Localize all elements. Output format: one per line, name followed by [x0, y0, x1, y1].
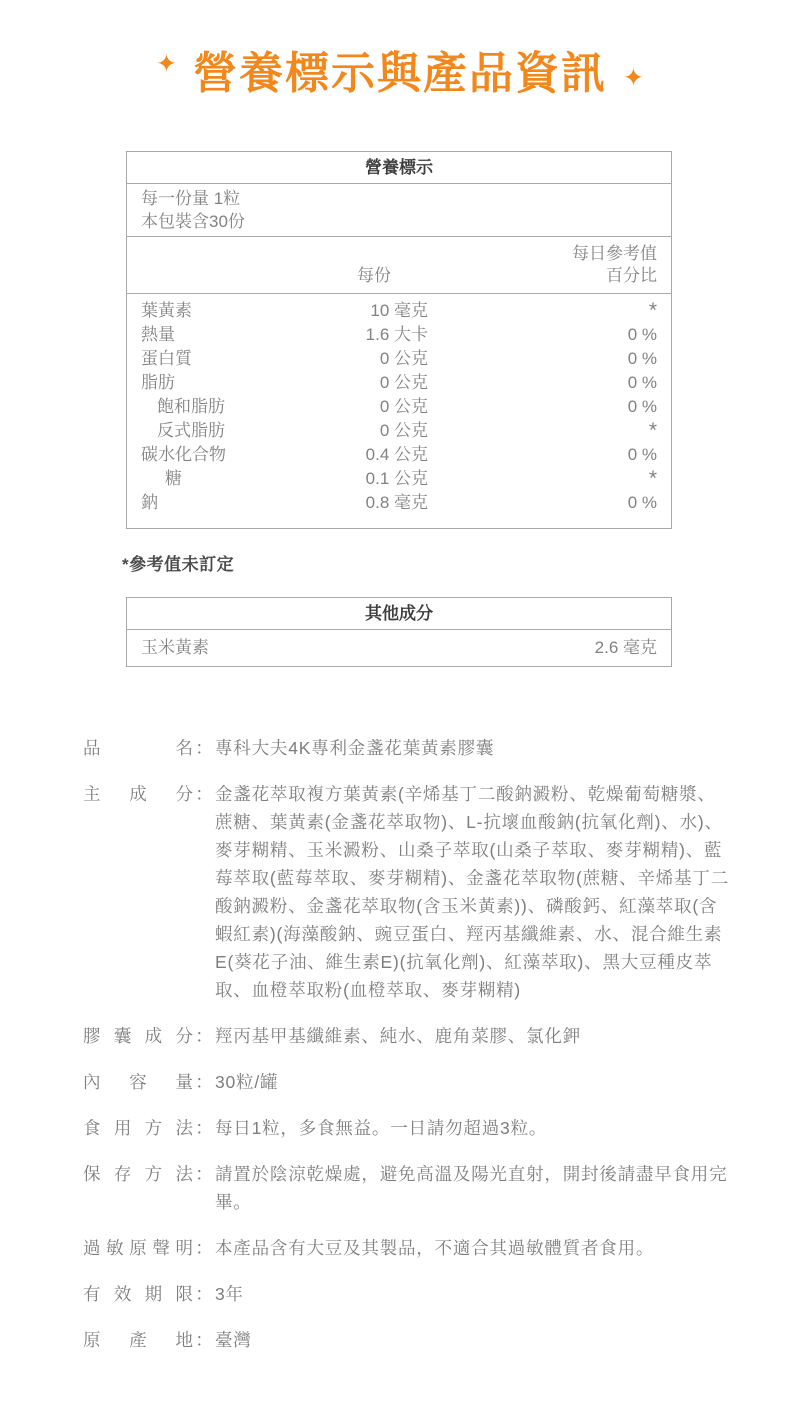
- nutrient-dv: 0 %: [627, 397, 657, 416]
- info-colon: ：: [195, 1330, 213, 1350]
- other-ingredient-row: [127, 630, 671, 666]
- info-colon: ：: [195, 738, 213, 758]
- info-colon: ：: [195, 1072, 213, 1092]
- nutrient-name: 鈉: [141, 493, 158, 512]
- nutrient-amount: 1.6 大卡: [365, 325, 428, 344]
- nutrient-amount: 0 公克: [379, 421, 428, 440]
- info-value: 30粒/罐: [215, 1072, 279, 1092]
- info-row-shelf-life: [83, 1280, 733, 1308]
- info-value: 羥丙基甲基纖維素、純水、鹿角菜膠、氯化鉀: [215, 1026, 581, 1046]
- sparkle-right-icon: ✦: [623, 63, 644, 92]
- info-label: 品名: [83, 738, 193, 758]
- info-label: 原產地: [83, 1330, 193, 1350]
- nutrition-table: [126, 151, 672, 529]
- info-colon: ：: [195, 1284, 213, 1304]
- nutrient-dv: 0 %: [627, 445, 657, 464]
- info-value: 每日1粒，多食無益。一日請勿超過3粒。: [215, 1118, 548, 1138]
- nutrition-row: [127, 347, 671, 371]
- nutrient-dv: 0 %: [627, 373, 657, 392]
- info-label: 內容量: [83, 1072, 193, 1092]
- nutrient-dv: *: [648, 467, 657, 490]
- nutrient-name: 糖: [165, 469, 182, 488]
- info-colon: ：: [195, 784, 213, 804]
- ingredient-name: 玉米黃素: [141, 638, 209, 657]
- info-label: 過敏原聲明: [83, 1238, 193, 1258]
- nutrition-row: [127, 323, 671, 347]
- column-header-spacer: [127, 265, 297, 287]
- info-row-main-ingredients: [83, 780, 733, 1004]
- info-value: 本產品含有大豆及其製品，不適合其過敏體質者食用。: [215, 1238, 655, 1258]
- info-label: 有效期限: [83, 1284, 193, 1304]
- nutrient-dv: 0 %: [627, 493, 657, 512]
- column-header-daily-ref: 每日參考值: [572, 244, 657, 263]
- nutrient-name: 熱量: [141, 325, 175, 344]
- nutrient-name: 脂肪: [141, 373, 175, 392]
- nutrient-name: 反式脂肪: [157, 421, 225, 440]
- nutrient-dv: 0 %: [627, 349, 657, 368]
- nutrient-dv: *: [648, 299, 657, 322]
- info-row-usage: [83, 1114, 733, 1142]
- info-row-allergen: [83, 1234, 733, 1262]
- info-label: 膠囊成分: [83, 1026, 193, 1046]
- reference-footnote: *參考值未訂定: [122, 555, 235, 574]
- info-row-capsule-ingredients: [83, 1022, 733, 1050]
- nutrient-dv: 0 %: [627, 325, 657, 344]
- info-colon: ：: [195, 1238, 213, 1258]
- nutrient-amount: 0 公克: [379, 397, 428, 416]
- nutrition-row: [127, 443, 671, 467]
- ingredient-amount: 2.6 毫克: [594, 638, 657, 657]
- product-info-section: [83, 734, 733, 1354]
- nutrient-amount: 10 毫克: [370, 301, 428, 320]
- nutrition-row: [127, 299, 671, 323]
- nutrient-amount: 0 公克: [379, 373, 428, 392]
- other-ingredients-table: [126, 597, 672, 667]
- info-value: 3年: [215, 1284, 244, 1304]
- info-colon: ：: [195, 1118, 213, 1138]
- nutrient-name: 蛋白質: [141, 349, 192, 368]
- page-header: [0, 0, 800, 102]
- sparkle-left-icon: ✦: [156, 49, 177, 78]
- info-label: 食用方法: [83, 1118, 193, 1138]
- nutrition-row: [127, 395, 671, 419]
- nutrition-column-headers: [127, 237, 671, 294]
- nutrient-amount: 0.1 公克: [365, 469, 428, 488]
- nutrition-rows: [127, 294, 671, 528]
- nutrition-table-title: 營養標示: [127, 152, 671, 184]
- info-colon: ：: [195, 1026, 213, 1046]
- info-label: 主成分: [83, 784, 193, 804]
- nutrition-row: [127, 371, 671, 395]
- nutrient-name: 葉黃素: [141, 301, 192, 320]
- nutrient-name: 碳水化合物: [141, 445, 226, 464]
- page-title: 營養標示與產品資訊: [193, 49, 607, 98]
- column-header-row: [127, 265, 671, 287]
- nutrition-row: [127, 491, 671, 515]
- info-row-origin: [83, 1326, 733, 1354]
- nutrient-dv: *: [648, 419, 657, 442]
- serving-info: [127, 184, 671, 237]
- other-ingredients-title: 其他成分: [127, 598, 671, 630]
- info-colon: ：: [195, 1164, 213, 1184]
- info-value: 臺灣: [215, 1330, 252, 1350]
- info-label: 保存方法: [83, 1164, 193, 1184]
- nutrient-amount: 0.8 毫克: [365, 493, 428, 512]
- nutrient-amount: 0.4 公克: [365, 445, 428, 464]
- serving-size-line: 每一份量 1粒: [141, 189, 241, 208]
- info-value: 專科大夫4K專利金盞花葉黃素膠囊: [215, 738, 495, 758]
- nutrient-name: 飽和脂肪: [157, 397, 225, 416]
- info-row-storage: [83, 1160, 733, 1216]
- nutrition-row: [127, 467, 671, 491]
- column-header-per-serving: 每份: [357, 266, 391, 285]
- info-value: 請置於陰涼乾燥處，避免高溫及陽光直射，開封後請盡早食用完畢。: [215, 1164, 728, 1212]
- info-row-net-content: [83, 1068, 733, 1096]
- info-value: 金盞花萃取複方葉黃素(辛烯基丁二酸鈉澱粉、乾燥葡萄糖漿、蔗糖、葉黃素(金盞花萃取物)、L-抗壞血酸鈉(抗氧化劑)、水)、麥芽糊精、玉米澱粉、山桑子萃取(山桑子萃取、麥芽糊精)、藍莓萃取(藍莓萃取、麥芽糊精)、金盞花萃取物(蔗糖、辛烯基丁二酸鈉澱粉、金盞花萃取物(含玉米黃素))、磷酸鈣、紅藻萃取(含蝦紅素)(海藻酸鈉、豌豆蛋白、羥丙基纖維素、水、混合維生素E(葵花子油、維生素E)(抗氧化劑)、紅藻萃取)、黑大豆種皮萃取、血橙萃取粉(血橙萃取、麥芽糊精): [215, 784, 729, 1000]
- column-header-percent: 百分比: [606, 266, 657, 285]
- package-servings-line: 本包裝含30份: [141, 212, 245, 231]
- nutrient-amount: 0 公克: [379, 349, 428, 368]
- info-row-product-name: [83, 734, 733, 762]
- nutrition-row: [127, 419, 671, 443]
